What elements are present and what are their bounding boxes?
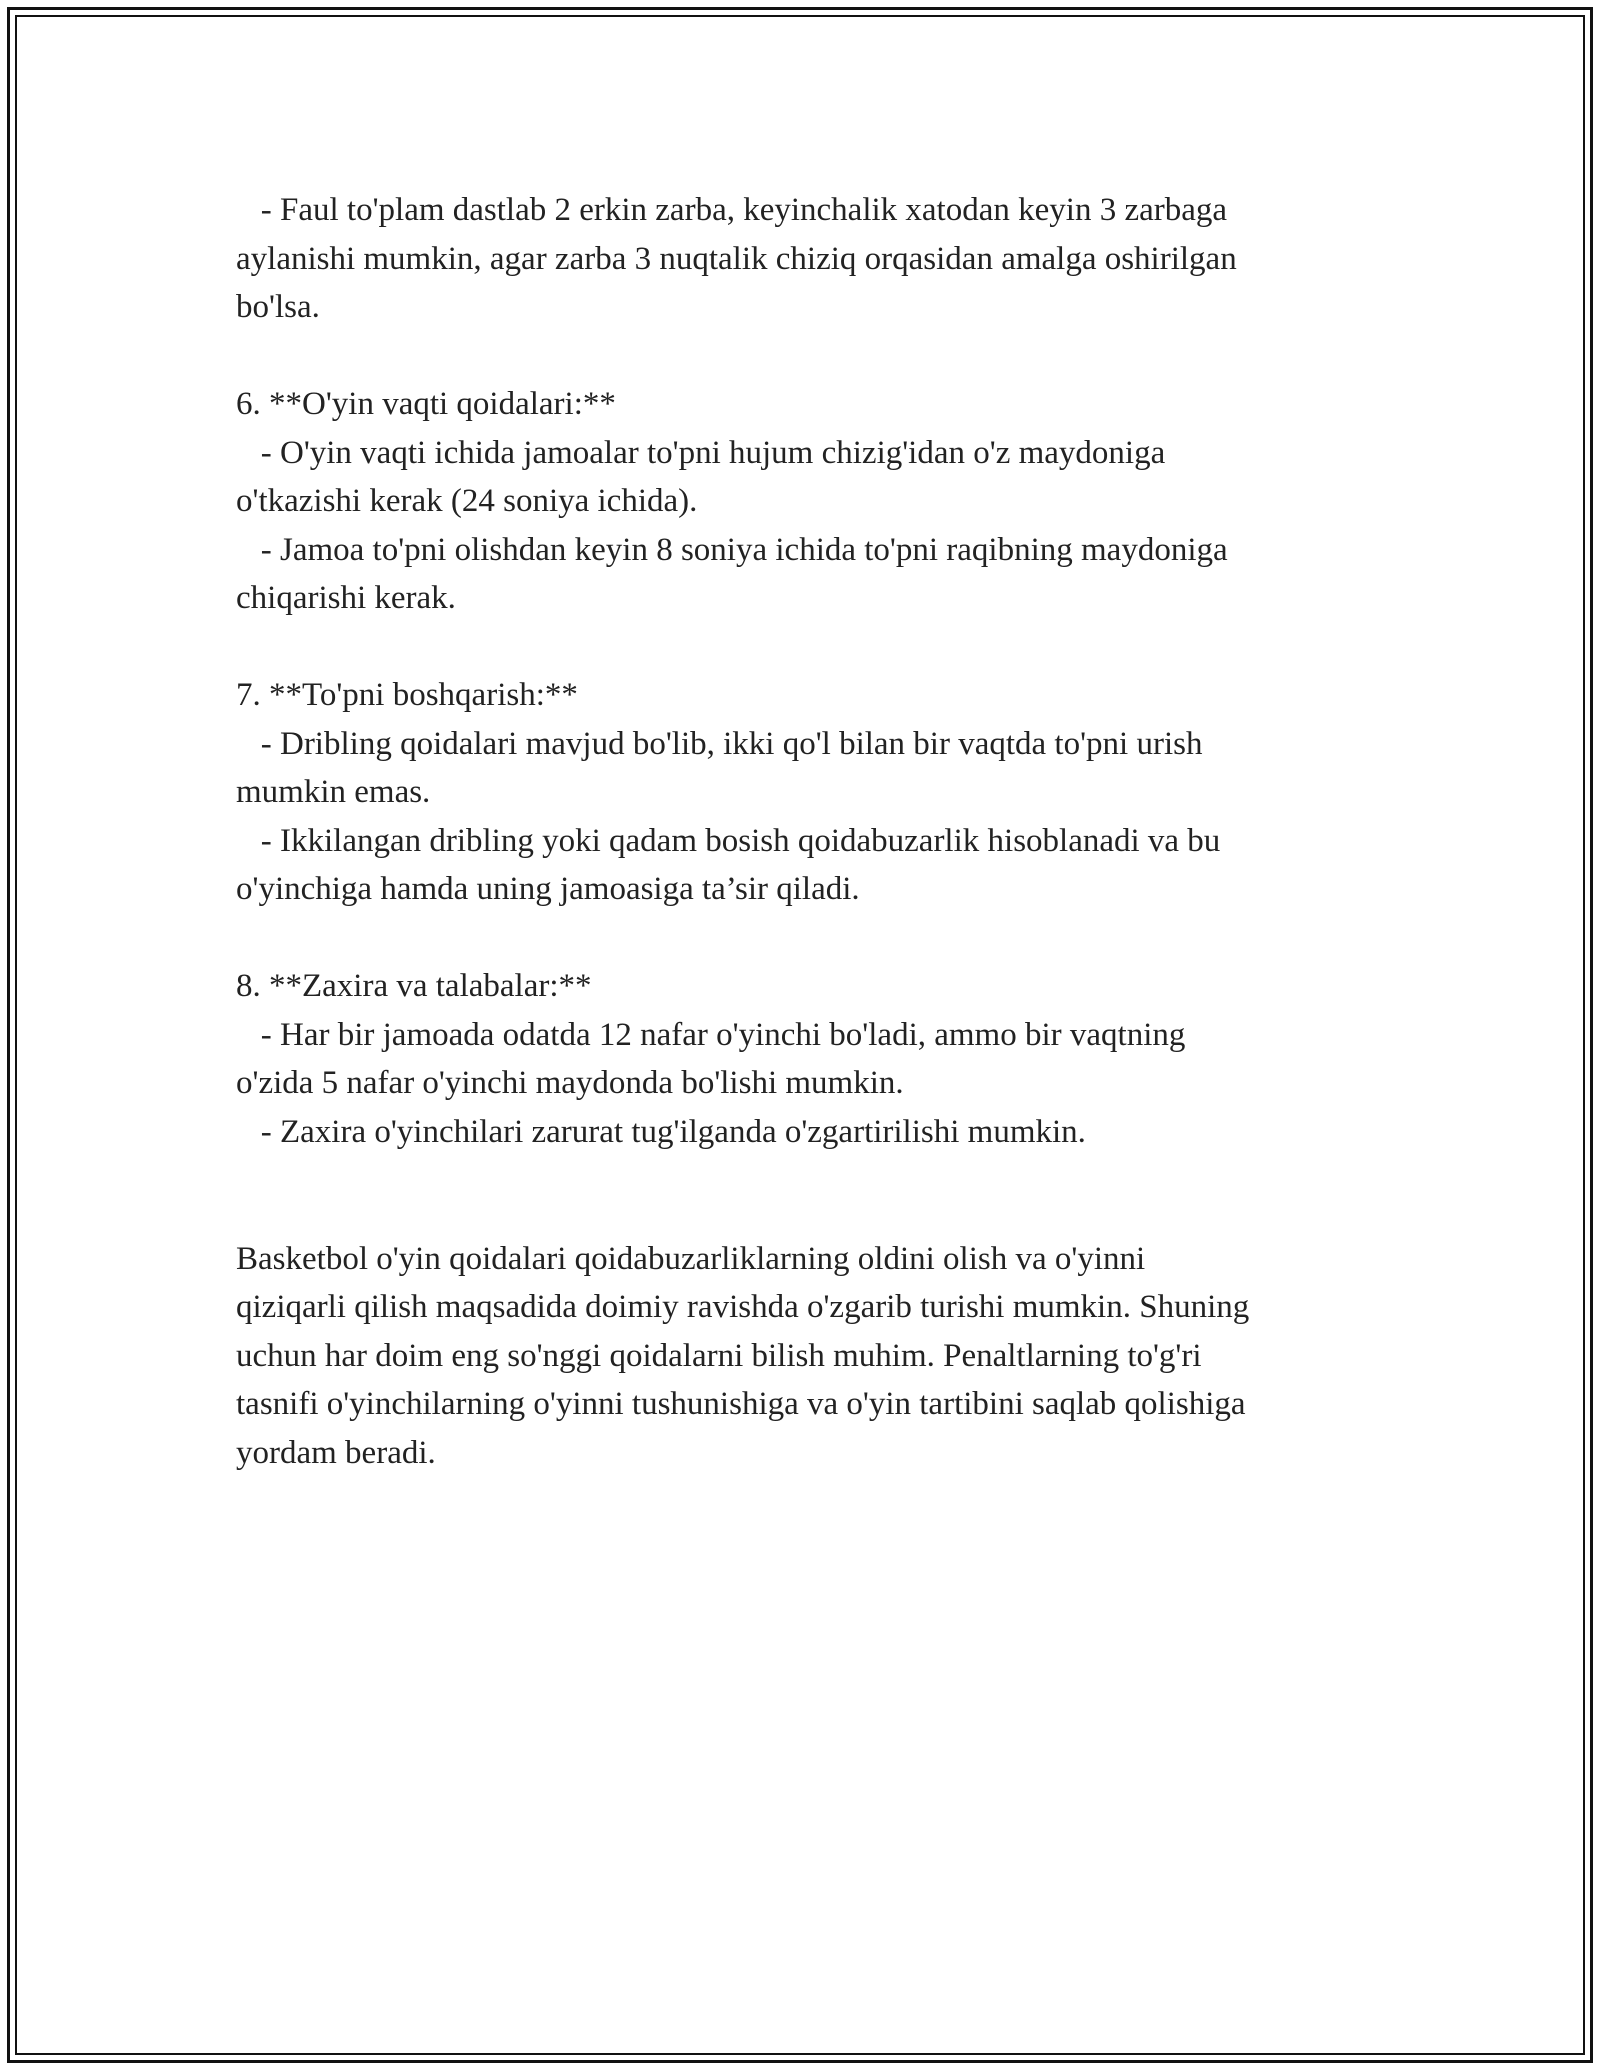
text-line: o'zida 5 nafar o'yinchi maydonda bo'lishi mumkin.: [236, 1065, 904, 1101]
text-line: qiziqarli qilish maqsadida doimiy ravishda o'zgarib turishi mumkin. Shuning: [236, 1289, 1250, 1325]
text-line: o'yinchiga hamda uning jamoasiga ta’sir qiladi.: [236, 871, 860, 907]
text-line: - O'yin vaqti ichida jamoalar to'pni hujum chizig'idan o'z maydoniga: [236, 434, 1166, 471]
intro-paragraph: [236, 186, 1386, 332]
paragraph-gap: [236, 914, 1386, 963]
text-line: o'tkazishi kerak (24 soniya ichida).: [236, 483, 698, 519]
paragraph-gap: [236, 1156, 1386, 1205]
text-line: tasnifi o'yinchilarning o'yinni tushunishiga va o'yin tartibini saqlab qolishiga: [236, 1386, 1246, 1422]
closing-paragraph: [236, 1235, 1386, 1478]
section-heading: 8. **Zaxira va talabalar:**: [236, 968, 592, 1004]
section-reserves: [236, 962, 1386, 1156]
text-line: uchun har doim eng so'nggi qoidalarni bilish muhim. Penaltlarning to'g'ri: [236, 1337, 1202, 1374]
paragraph-gap: [236, 332, 1386, 381]
paragraph-gap: [236, 623, 1386, 672]
section-heading: 6. **O'yin vaqti qoidalari:**: [236, 386, 616, 422]
text-line: mumkin emas.: [236, 774, 431, 810]
text-line: - Jamoa to'pni olishdan keyin 8 soniya ichida to'pni raqibning maydoniga: [236, 531, 1228, 568]
text-line: bo'lsa.: [236, 289, 320, 325]
text-line: - Dribling qoidalari mavjud bo'lib, ikki qo'l bilan bir vaqtda to'pni urish: [236, 725, 1203, 762]
section-game-time: [236, 380, 1386, 623]
text-line: aylanishi mumkin, agar zarba 3 nuqtalik chiziq orqasidan amalga oshirilgan: [236, 240, 1237, 277]
text-line: - Zaxira o'yinchilari zarurat tug'ilganda o'zgartirilishi mumkin.: [236, 1113, 1086, 1150]
text-line: - Faul to'plam dastlab 2 erkin zarba, keyinchalik xatodan keyin 3 zarbaga: [236, 192, 1228, 228]
paragraph-gap: [236, 1205, 1386, 1235]
section-heading: 7. **To'pni boshqarish:**: [236, 677, 578, 713]
text-line: yordam beradi.: [236, 1434, 436, 1471]
text-line: - Har bir jamoada odatda 12 nafar o'yinchi bo'ladi, ammo bir vaqtning: [236, 1016, 1186, 1053]
text-line: Basketbol o'yin qoidalari qoidabuzarliklarning oldini olish va o'yinni: [236, 1240, 1146, 1277]
document-body: [236, 186, 1386, 1477]
section-ball-control: [236, 671, 1386, 914]
text-line: - Ikkilangan dribling yoki qadam bosish qoidabuzarlik hisoblanadi va bu: [236, 822, 1221, 859]
text-line: chiqarishi kerak.: [236, 580, 456, 616]
